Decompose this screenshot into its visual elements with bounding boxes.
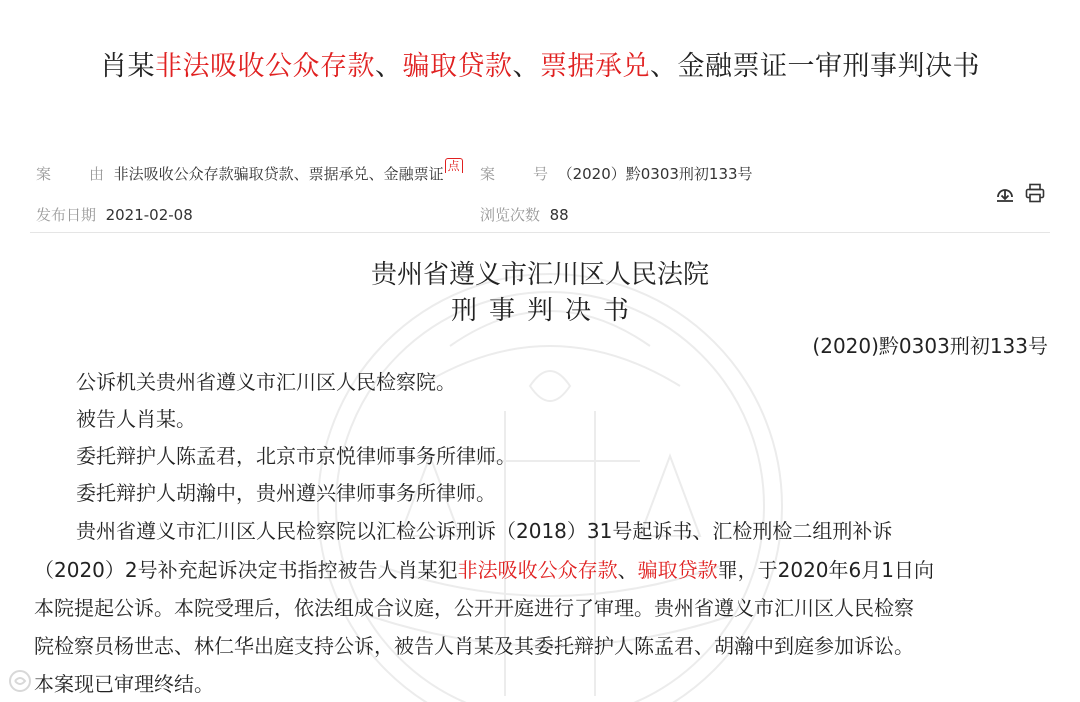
document-type: 刑事判决书: [450, 296, 641, 326]
document-case-number: (2020)黔0303刑初133号: [812, 334, 1048, 358]
header-divider: [30, 232, 1050, 233]
meta-cause: [36, 159, 463, 184]
cause-value: 非法吸收公众存款骗取贷款、票据承兑、金融票证: [113, 165, 444, 183]
defender-line: 委托辩护人胡瀚中，贵州遵兴律师事务所律师。: [76, 481, 496, 505]
body-line: 院检察员杨世志、林仁华出庭支持公诉，被告人肖某及其委托辩护人陈孟君、胡瀚中到庭参加诉讼。: [34, 634, 914, 658]
keyword-tag[interactable]: 点: [445, 158, 463, 173]
meta-case-number: [480, 163, 753, 184]
document-title: [0, 44, 1080, 83]
body-line: 本案现已审理终结。: [34, 672, 214, 696]
cause-label: 案: [36, 165, 52, 183]
share-icon[interactable]: [994, 182, 1016, 204]
body-text: 、: [617, 558, 638, 582]
body-text: 罪，于2020年6月1日向: [717, 558, 934, 582]
body-text: （2020）2号补充起诉决定书指控被告人肖某犯: [34, 558, 458, 582]
views-value: 88: [549, 206, 569, 224]
keyword-link[interactable]: 骗取贷款: [637, 558, 718, 582]
title-suffix: 、金融票证一审刑事判决书: [650, 51, 980, 82]
title-separator: 、: [512, 51, 540, 82]
body-line: 本院提起公诉。本院受理后，依法组成合议庭，公开开庭进行了审理。贵州省遵义市汇川区人民检察: [34, 596, 914, 620]
site-watermark-logo: [6, 666, 116, 696]
body-line: [34, 556, 934, 585]
caseno-label: 案: [480, 165, 496, 183]
title-separator: 、: [375, 51, 403, 82]
title-keyword-link[interactable]: 非法吸收公众存款: [155, 51, 375, 82]
prosecutor-line: 公诉机关贵州省遵义市汇川区人民检察院。: [76, 370, 456, 394]
title-keyword-link[interactable]: 骗取贷款: [402, 51, 513, 82]
date-value: 2021-02-08: [105, 206, 193, 224]
views-label: 浏览次数: [480, 206, 541, 224]
meta-date: [36, 204, 193, 225]
defendant-line: 被告人肖某。: [76, 407, 196, 431]
title-prefix: 肖某: [100, 51, 155, 82]
print-icon[interactable]: [1024, 182, 1046, 204]
court-name: 贵州省遵义市汇川区人民法院: [370, 260, 709, 290]
body-line: 贵州省遵义市汇川区人民检察院以汇检公诉刑诉（2018）31号起诉书、汇检刑检二组刑补诉: [76, 519, 893, 543]
date-label: 发布日期: [36, 206, 97, 224]
caseno-value: （2020）黔0303刑初133号: [557, 165, 753, 183]
meta-views: [480, 204, 569, 225]
keyword-link[interactable]: 非法吸收公众存款: [457, 558, 618, 582]
defender-line: 委托辩护人陈孟君，北京市京悦律师事务所律师。: [76, 444, 516, 468]
title-keyword-link[interactable]: 票据承兑: [540, 51, 650, 82]
cause-label: 由: [89, 165, 105, 183]
caseno-label: 号: [533, 165, 549, 183]
